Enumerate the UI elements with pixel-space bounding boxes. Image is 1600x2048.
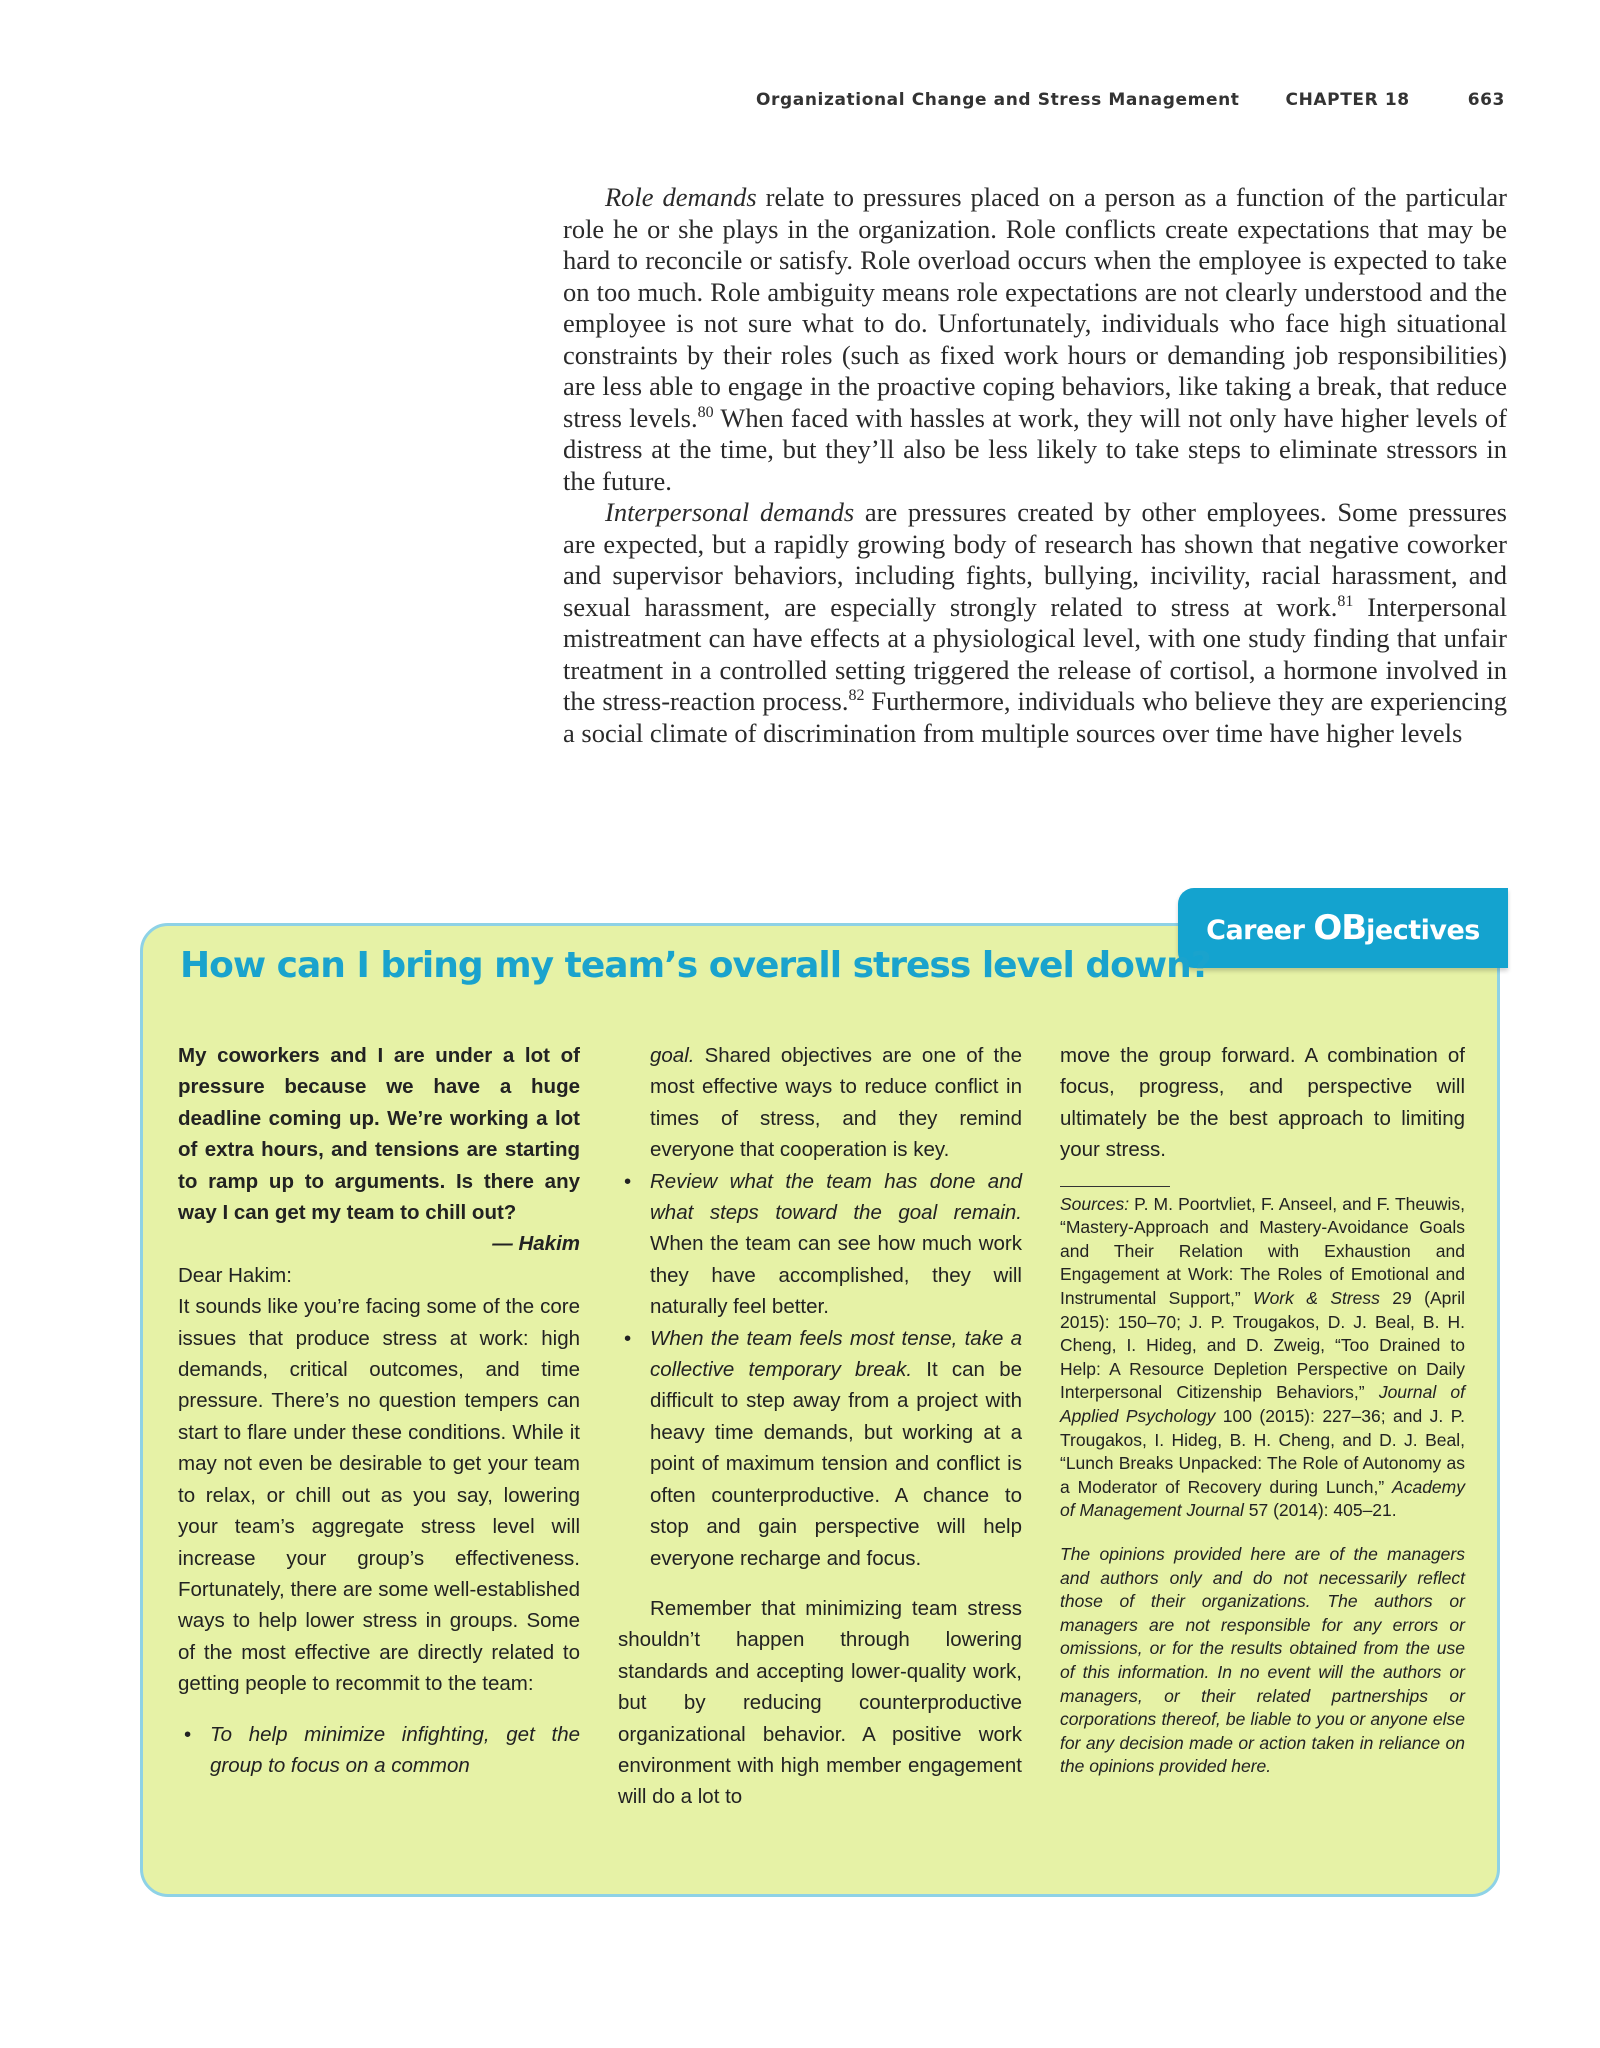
list-item: • To help minimize infighting, get the group to focus on a common (178, 1719, 580, 1782)
list-item: • Review what the team has done and what steps toward the goal remain. When the team can see how much work they have accomplished, they will naturally feel better. (618, 1166, 1022, 1323)
footnote-ref: 80 (697, 403, 714, 421)
paragraph-role-demands: Role demands relate to pressures placed on a person as a function of the particular role he or she plays in the organization. Role conflicts create expectations that may be hard to reconcile or satisfy. Role overload occurs when the employee is expected to take on too much. Role ambiguity means role expectations are not clearly understood and the employee is not sure what to do. Unfortunately, individuals who face high situational constraints by their roles (such as fixed work hours or demanding job responsibilities) are less able to engage in the proactive coping behaviors, like taking a break, that reduce stress levels.$^{80}$ When faced with hassles at work, they will not only have higher levels of distress at the time, but they’ll also be less likely to take steps to eliminate stressors in the future. (563, 182, 1507, 496)
term-role-demands: Role demands (605, 182, 757, 212)
page-number: 663 (1467, 90, 1505, 110)
reader-question: My coworkers and I are under a lot of pressure because we have a huge deadline coming up. We’re working a lot of extra hours, and tensions are starting to ramp up to arguments. Is there any way I can get my team to chill out? (178, 1044, 580, 1225)
footnote-ref: 82 (848, 687, 865, 704)
sources-note: Sources: P. M. Poortvliet, F. Anseel, and F. Theuwis, “Mastery-Approach and Mastery-Avoidance Goals and Their Relation with Exhaustion and Engagement at Work: The Roles of Emotional and Instrumental Support,” Work & Stress 29 (April 2015): 150–70; J. P. Trougakos, D. J. Beal, B. H. Cheng, I. Hideg, and D. Zweig, “Too Drained to Help: A Resource Depletion Perspective on Daily Interpersonal Citizenship Behaviors,” Journal of Applied Psychology 100 (2015): 227–36; and J. P. Trougakos, I. Hideg, B. H. Cheng, and D. J. Beal, “Lunch Breaks Unpacked: The Role of Autonomy as a Moderator of Recovery during Lunch,” Academy of Management Journal 57 (2014): 405–21. (1060, 1193, 1466, 1521)
running-head-title: Organizational Change and Stress Management (755, 90, 1240, 110)
box-column-2 (618, 1040, 1022, 1813)
bullet-icon: • (624, 1169, 632, 1193)
closing-paragraph: Remember that minimizing team stress shouldn’t happen through lowering standards and accepting lower-quality work, but by reducing counterproductive organizational behavior. A positive work environment with high member engagement will do a lot to (618, 1596, 1022, 1809)
box-column-3 (1060, 1040, 1465, 1779)
box-column-1 (178, 1040, 580, 1781)
disclaimer: The opinions provided here are of the managers and authors only and do not necessarily reflect those of their organizations. The authors or managers are not responsible for any errors or omissions, or for the results obtained from the use of this information. In no event will the authors or managers, or their related partnerships or corporations thereof, be liable to you or anyone else for any decision made or action taken in reliance on the opinions provided here. (1060, 1543, 1465, 1777)
list-item: • When the team feels most tense, take a collective temporary break. It can be difficult to step away from a project with heavy time demands, but working at a point of maximum tension and conflict is often counterproductive. A chance to stop and gain perspective will help everyone recharge and focus. (618, 1323, 1022, 1574)
question-signoff: — Hakim (492, 1232, 580, 1256)
running-head-chapter: CHAPTER 18 (1285, 90, 1410, 110)
paragraph-interpersonal-demands: Interpersonal demands are pressures created by other employees. Some pressures are expected, but a rapidly growing body of research has shown that negative coworker and supervisor behaviors, including fights, bullying, incivility, racial harassment, and sexual harassment, are especially strongly related to stress at work.$^{81}$ Interpersonal mistreatment can have effects at a physiological level, with one study finding that unfair treatment in a controlled setting triggered the release of cortisol, a hormone involved in the stress-reaction process.$^{82}$ Furthermore, individuals who believe they are experiencing a social climate of discrimination from multiple sources over time have higher levels (563, 497, 1507, 748)
career-objectives-tab: Career OBjectives (1178, 888, 1508, 968)
closing-paragraph-continued: move the group forward. A combination of focus, progress, and perspective will ultimately be the best approach to limiting your stress. (1060, 1044, 1465, 1162)
divider (1060, 1186, 1170, 1187)
running-head (0, 90, 1505, 110)
bullet-icon: • (184, 1722, 192, 1746)
footnote-ref: 81 (1337, 592, 1354, 610)
bullet-icon: • (624, 1326, 632, 1350)
box-title: How can I bring my team’s overall stress level down? (180, 945, 1211, 986)
answer-paragraph: It sounds like you’re facing some of the core issues that produce stress at work: high demands, critical outcomes, and time pressure. There’s no question tempers can start to flare under these conditions. While it may not even be desirable to get your team to relax, or chill out as you say, lowering your team’s aggregate stress level will increase your group’s effectiveness. Fortunately, there are some well-established ways to help lower stress in groups. Some of the most effective are directly related to getting people to recommit to the team: (178, 1295, 580, 1696)
greeting: Dear Hakim: (178, 1263, 292, 1287)
body-text (563, 182, 1507, 749)
term-interpersonal-demands: Interpersonal demands (605, 497, 855, 527)
list-item-continued: goal. Shared objectives are one of the most effective ways to reduce conflict in times of stress, and they remind everyone that cooperation is key. (650, 1044, 1022, 1162)
